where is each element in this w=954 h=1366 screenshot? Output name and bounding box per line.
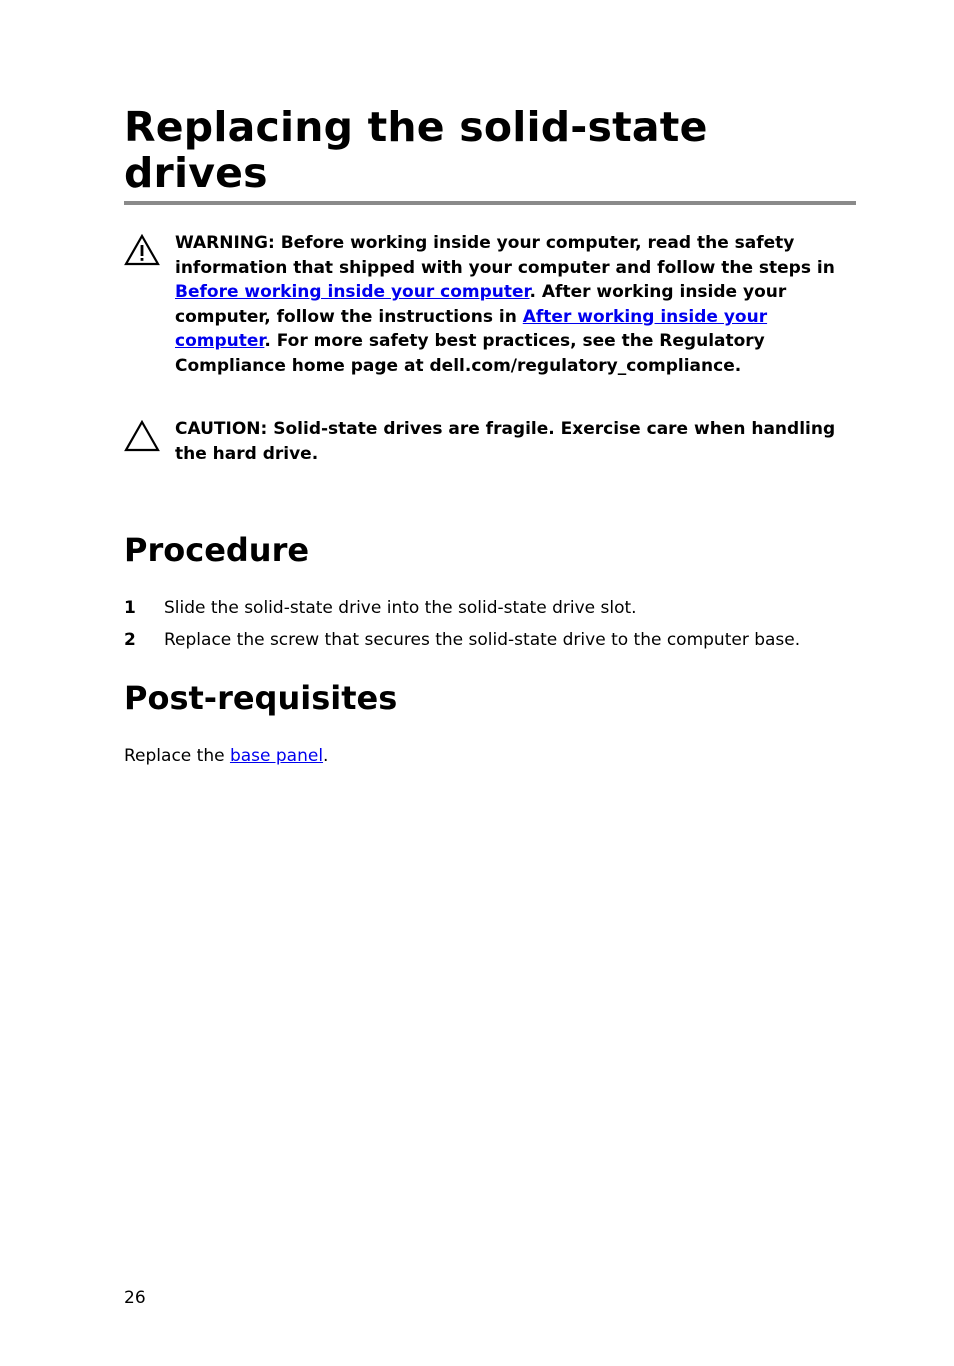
caution-triangle-icon — [124, 420, 160, 452]
caution-label: CAUTION: — [175, 419, 268, 439]
warning-label: WARNING: — [175, 233, 275, 253]
step-number: 2 — [124, 630, 136, 650]
procedure-step — [124, 596, 856, 628]
warning-text-part-1: Before working inside your computer, read the safety information that shipped with your computer and follow the steps in — [175, 233, 835, 278]
page-title: Replacing the solid-state drives — [124, 103, 708, 197]
procedure-step — [124, 628, 856, 660]
post-text-before: Replace the — [124, 746, 230, 766]
warning-triangle-icon — [124, 234, 160, 266]
title-divider — [124, 201, 856, 205]
step-text: Slide the solid-state drive into the solid-state drive slot. — [164, 598, 637, 618]
procedure-steps — [124, 596, 856, 660]
warning-text — [175, 231, 856, 379]
post-text-after: . — [323, 746, 329, 766]
procedure-heading: Procedure — [124, 531, 310, 569]
caution-body: Solid-state drives are fragile. Exercise care when handling the hard drive. — [175, 419, 836, 464]
post-requisites-text — [124, 744, 328, 768]
step-number: 1 — [124, 598, 136, 618]
page — [124, 0, 856, 1366]
before-working-link[interactable]: Before working inside your computer — [175, 282, 530, 303]
post-requisites-heading: Post-requisites — [124, 679, 398, 717]
warning-text-part-3: . For more safety best practices, see the Regulatory Compliance home page at dell.com/regulatory_compliance. — [175, 331, 765, 376]
step-text: Replace the screw that secures the solid-state drive to the computer base. — [164, 630, 801, 650]
page-number: 26 — [124, 1288, 146, 1308]
base-panel-link[interactable]: base panel — [229, 746, 324, 766]
caution-text — [175, 417, 856, 466]
warning-text-part-2: . After working inside your computer, follow the instructions in — [175, 282, 787, 327]
after-working-link[interactable]: After working inside your computer — [175, 306, 768, 352]
